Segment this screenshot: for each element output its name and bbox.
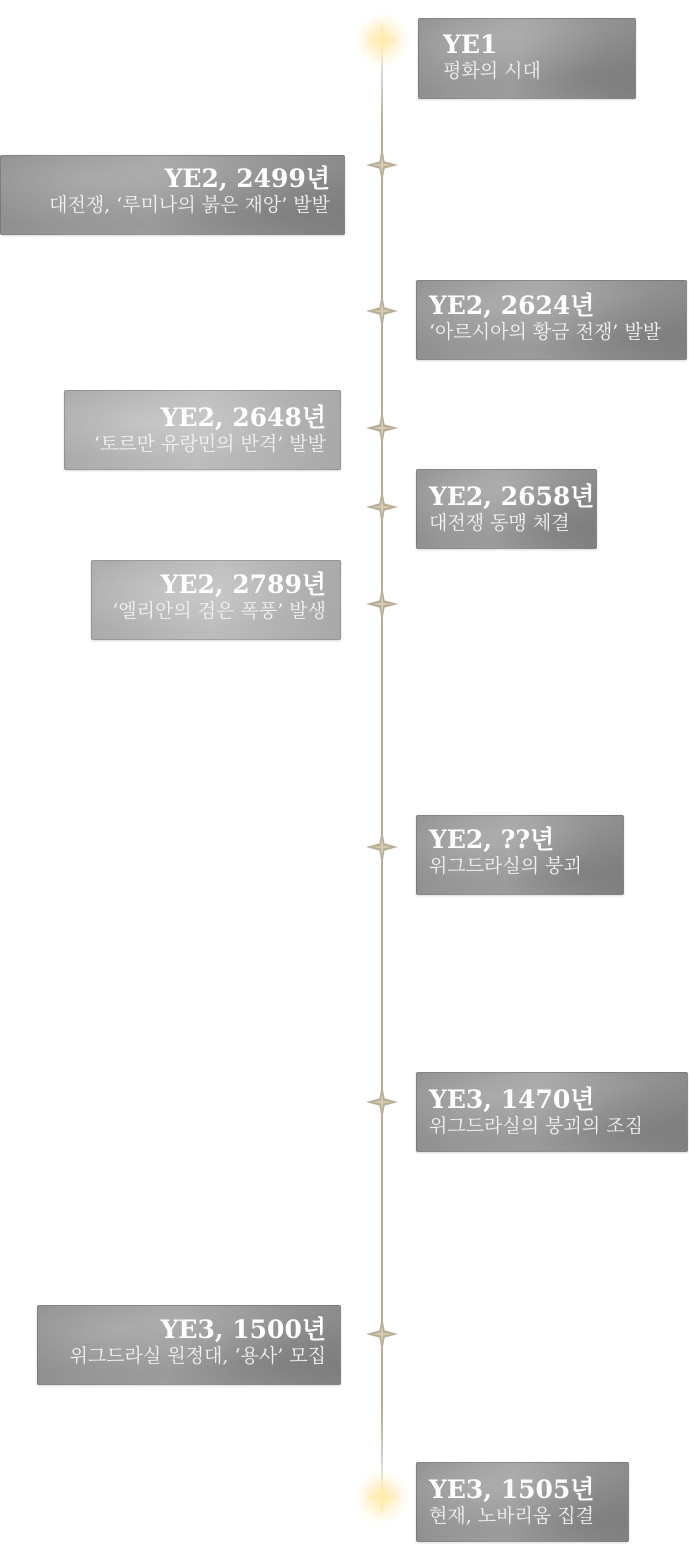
event-title: YE2, 2658년 xyxy=(429,482,595,511)
event-card-ye3-1505 xyxy=(416,1462,629,1542)
event-description: 대전쟁, ‘루미나의 붉은 재앙’ 발발 xyxy=(49,194,330,216)
event-card-ye1 xyxy=(418,18,636,99)
event-description: 위그드라실 원정대, ‘용사’ 모집 xyxy=(69,1345,326,1367)
event-title: YE2, 2789년 xyxy=(160,570,326,599)
four-point-star-icon xyxy=(362,487,402,527)
four-point-star-icon xyxy=(362,827,402,867)
event-title: YE3, 1500년 xyxy=(160,1315,326,1344)
event-description: ‘엘리안의 검은 폭풍’ 발생 xyxy=(112,600,326,622)
event-card-ye2-2648 xyxy=(64,390,341,470)
four-point-star-icon xyxy=(362,1082,402,1122)
event-description: 위그드라실의 붕괴의 조짐 xyxy=(429,1115,643,1137)
event-title: YE2, 2624년 xyxy=(429,291,595,320)
event-description: 평화의 시대 xyxy=(443,60,541,82)
event-card-ye2-2658 xyxy=(416,469,597,549)
event-description: ‘아르시아의 황금 전쟁’ 발발 xyxy=(429,321,662,343)
event-title: YE3, 1470년 xyxy=(429,1085,595,1114)
event-card-ye3-1470 xyxy=(416,1072,688,1152)
four-point-star-icon xyxy=(362,1314,402,1354)
four-point-star-icon xyxy=(362,145,402,185)
event-card-ye2-2789 xyxy=(91,560,341,640)
event-description: ‘토르만 유랑민의 반격’ 발발 xyxy=(93,433,326,455)
event-description: 대전쟁 동맹 체결 xyxy=(429,512,570,534)
glowing-star-icon xyxy=(362,1477,402,1517)
four-point-star-icon xyxy=(362,291,402,331)
event-description: 현재, 노바리움 집결 xyxy=(429,1505,594,1527)
event-title: YE1 xyxy=(443,30,498,59)
event-title: YE2, 2499년 xyxy=(164,164,330,193)
four-point-star-icon xyxy=(362,408,402,448)
event-card-ye3-1500 xyxy=(37,1305,341,1385)
glowing-star-icon xyxy=(362,20,402,60)
event-card-ye2-2499 xyxy=(0,155,345,235)
event-title: YE2, 2648년 xyxy=(160,403,326,432)
four-point-star-icon xyxy=(362,584,402,624)
event-title: YE2, ??년 xyxy=(429,825,555,854)
event-card-ye2-unknown xyxy=(416,815,624,895)
event-description: 위그드라실의 붕괴 xyxy=(429,855,582,877)
timeline-axis xyxy=(381,40,383,1498)
event-title: YE3, 1505년 xyxy=(429,1475,595,1504)
event-card-ye2-2624 xyxy=(416,280,687,360)
